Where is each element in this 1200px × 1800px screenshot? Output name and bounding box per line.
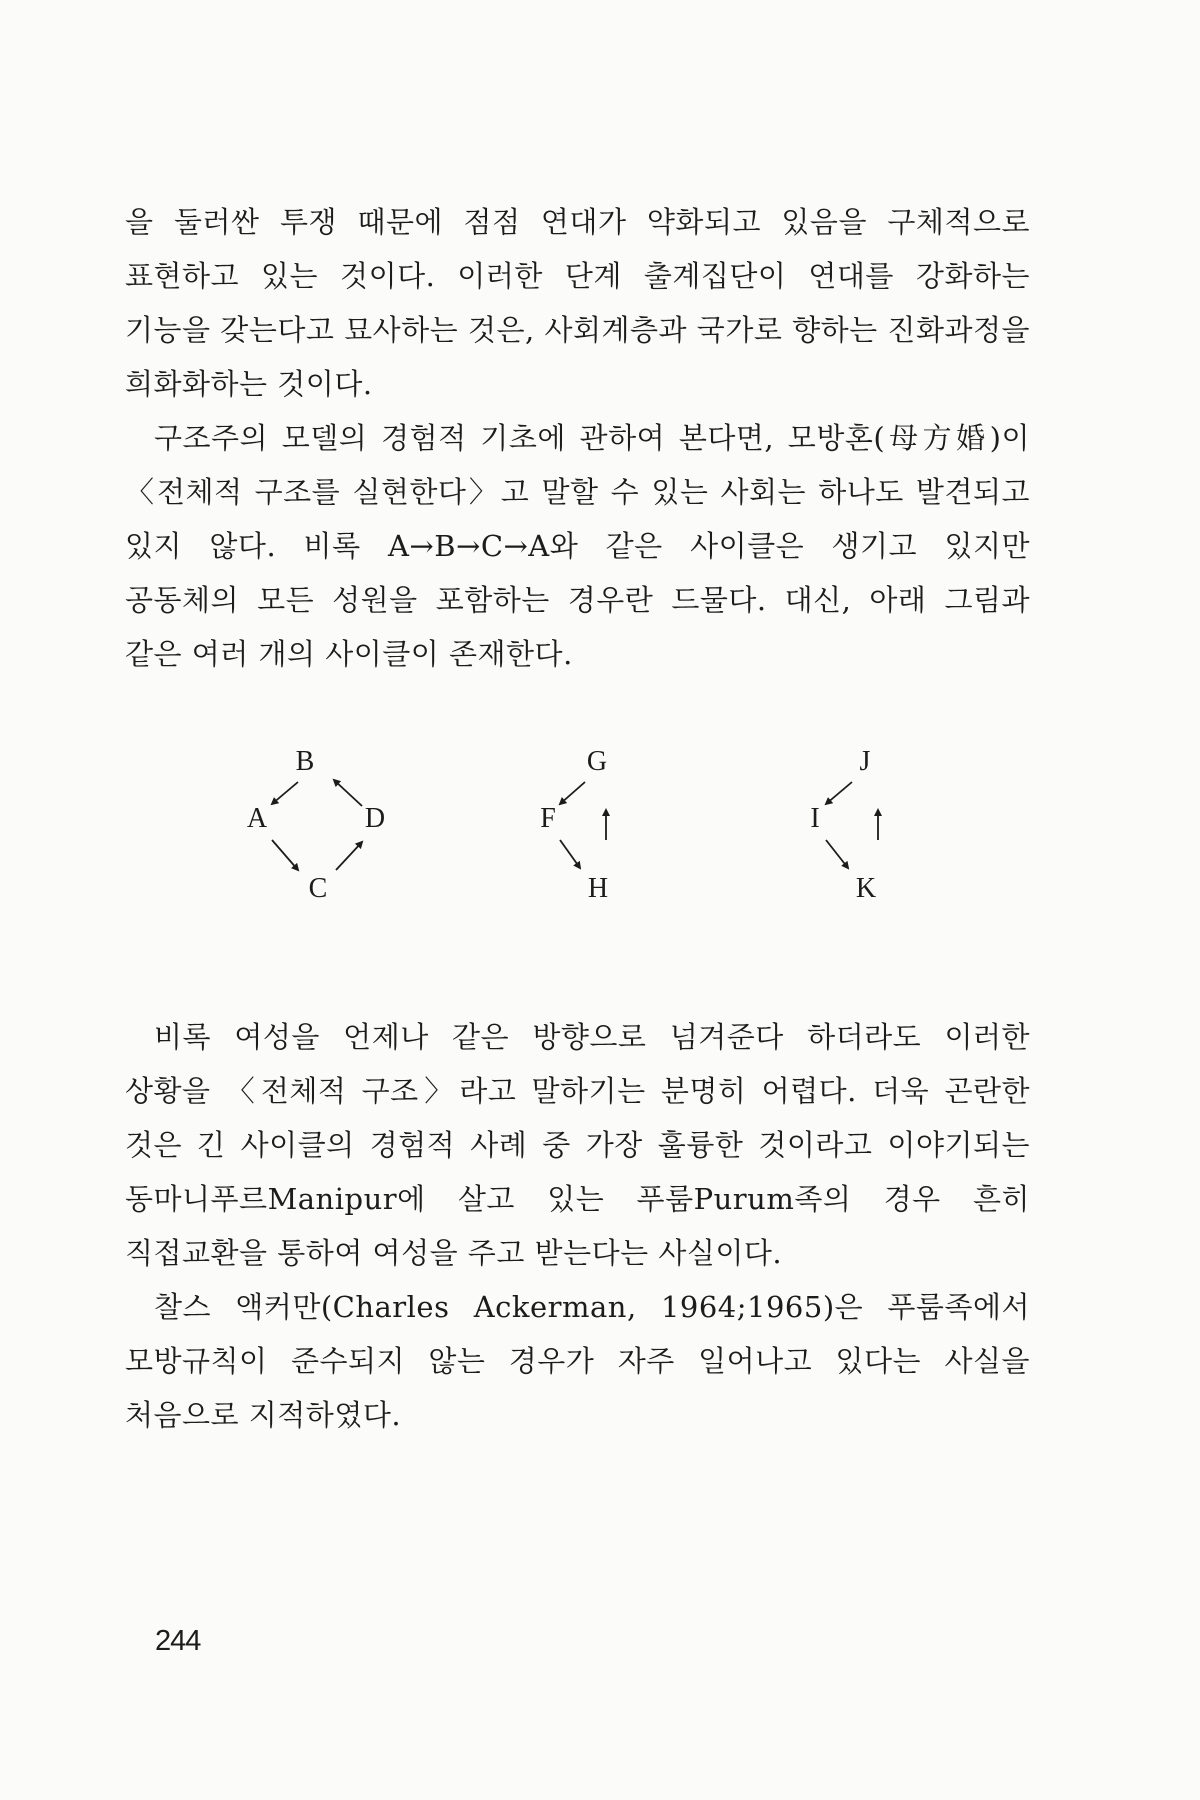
- cycle-diagram: [0, 740, 1200, 940]
- arrow-d-to-b: [334, 780, 362, 806]
- paragraph: 구조주의 모델의 경험적 기초에 관하여 본다면, 모방혼(母方婚)이 〈전체적 구조를 실현한다〉고 말할 수 있는 사회는 하나도 발견되고 있지 않다. 비록 A→B→C→A와 같은 사이클은 생기고 있지만 공동체의 모든 성원을 포함하는 경우란 드물다. 대신, 아래 그림과 같은 여러 개의 사이클이 존재한다.: [125, 421, 1030, 671]
- arrow-a-to-c: [272, 840, 298, 870]
- node-b: B: [295, 746, 315, 777]
- node-i: I: [810, 803, 820, 834]
- arrow-i-to-k: [826, 840, 848, 868]
- cycle-3: [810, 746, 878, 904]
- arrow-c-to-d: [336, 842, 362, 870]
- node-k: K: [855, 873, 877, 904]
- cycle-2: [540, 746, 608, 904]
- cycle-diagram-svg: [0, 740, 1200, 940]
- node-c: C: [308, 873, 328, 904]
- node-d: D: [364, 803, 386, 834]
- page-number: 244: [155, 1625, 201, 1657]
- arrow-b-to-a: [272, 782, 298, 804]
- arrow-g-to-f: [560, 782, 585, 804]
- paragraph: 을 둘러싼 투쟁 때문에 점점 연대가 약화되고 있음을 구체적으로 표현하고 있는 것이다. 이러한 단계 출계집단이 연대를 강화하는 기능을 갖는다고 묘사하는 것은, 사회계층과 국가로 향하는 진화과정을 희화화하는 것이다.: [125, 205, 1030, 401]
- node-f: F: [540, 803, 556, 834]
- top-text-block: [125, 195, 1030, 681]
- node-j: J: [859, 746, 871, 777]
- bottom-text-block: [125, 1010, 1030, 1442]
- arrow-j-to-i: [826, 782, 852, 804]
- node-g: G: [586, 746, 608, 777]
- cycle-1: [247, 746, 385, 904]
- paragraph: 찰스 액커만(Charles Ackerman, 1964;1965)은 푸룸족에서 모방규칙이 준수되지 않는 경우가 자주 일어나고 있다는 사실을 처음으로 지적하였다.: [125, 1290, 1030, 1432]
- node-h: H: [587, 873, 609, 904]
- arrow-f-to-h: [560, 840, 580, 868]
- node-a: A: [246, 803, 268, 834]
- paragraph: 비록 여성을 언제나 같은 방향으로 넘겨준다 하더라도 이러한 상황을 〈전체적 구조〉라고 말하기는 분명히 어렵다. 더욱 곤란한 것은 긴 사이클의 경험적 사례 중 가장 훌륭한 것이라고 이야기되는 동마니푸르Manipur에 살고 있는 푸룸Purum족의 경우 흔히 직접교환을 통하여 여성을 주고 받는다는 사실이다.: [125, 1020, 1030, 1270]
